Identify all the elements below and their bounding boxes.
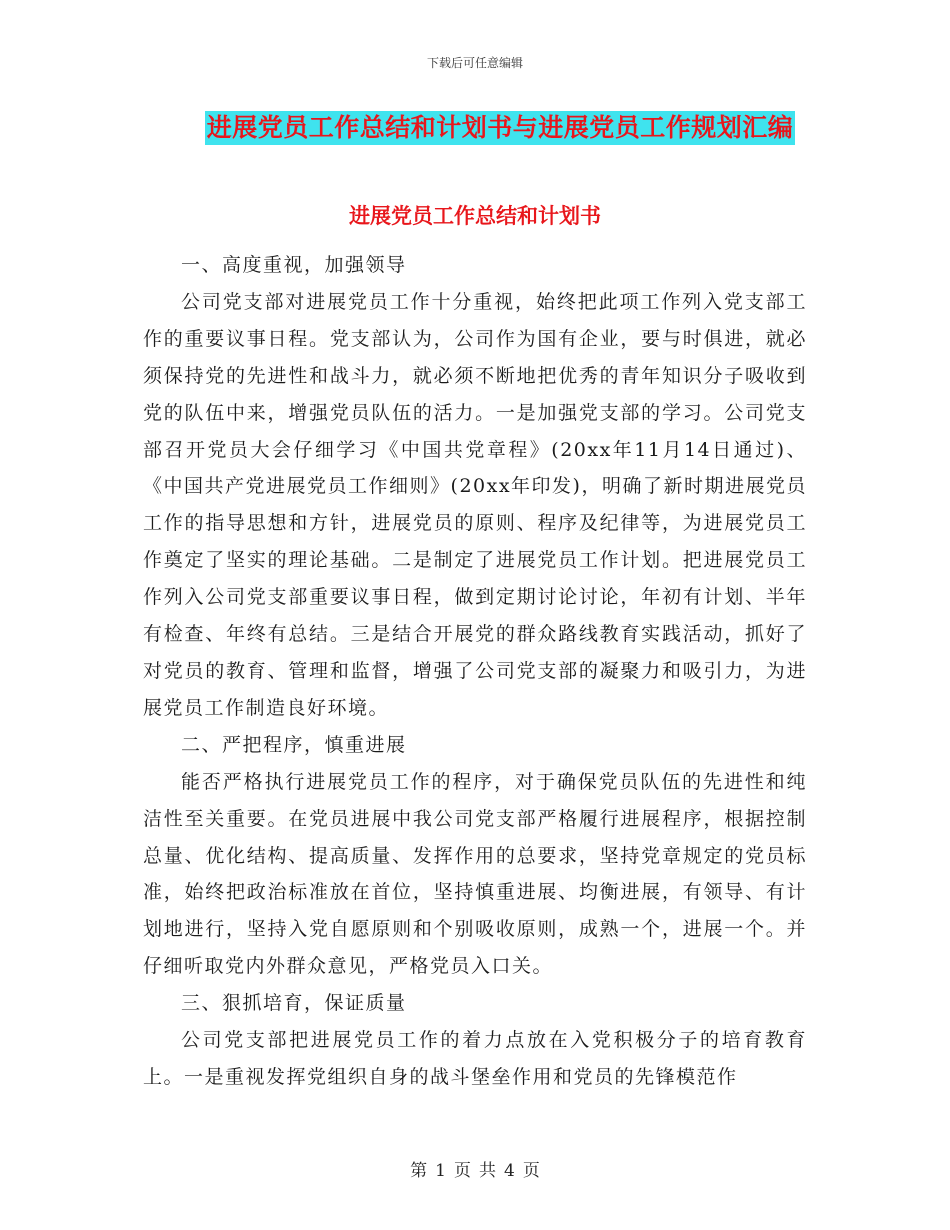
- document-title-container: [0, 111, 950, 145]
- footer-label-di: 第: [410, 1161, 428, 1181]
- heading-3: 三、狠抓培育，保证质量: [181, 992, 407, 1015]
- section-title: 进展党员工作总结和计划书: [349, 203, 601, 228]
- paragraph-3: 公司党支部把进展党员工作的着力点放在入党积极分子的培育教育上。一是重视发挥党组织自身的战斗堡垒作用和党员的先锋模范作: [143, 1029, 807, 1088]
- header-note: 下载后可任意编辑: [426, 56, 523, 70]
- footer-label-ye-2: 页: [522, 1161, 540, 1181]
- footer-page-number: 1: [435, 1161, 446, 1181]
- document-title: 进展党员工作总结和计划书与进展党员工作规划汇编: [205, 111, 796, 145]
- heading-1: 一、高度重视，加强领导: [181, 254, 407, 276]
- paragraph-1: 公司党支部对进展党员工作十分重视，始终把此项工作列入党支部工作的重要议事日程。党支部认为，公司作为国有企业，要与时俱进，就必须保持党的先进性和战斗力，就必须不断地把优秀的青年知识分子吸收到党的队伍中来，增强党员队伍的活力。一是加强党支部的学习。公司党支部召开党员大会仔细学习《中国共党章程》(20xx年11月14日通过)、《中国共产党进展党员工作细则》(20xx年印发)，明确了新时期进展党员工作的指导思想和方针，进展党员的原则、程序及纪律等，为进展党员工作奠定了坚实的理论基础。二是制定了进展党员工作计划。把进展党员工作列入公司党支部重要议事日程，做到定期讨论讨论，年初有计划、半年有检查、年终有总结。三是结合开展党的群众路线教育实践活动，抓好了对党员的教育、管理和监督，增强了公司党支部的凝聚力和吸引力，为进展党员工作制造良好环境。: [143, 290, 807, 719]
- document-body: [143, 247, 807, 1096]
- footer-label-ye: 页: [454, 1161, 471, 1181]
- paragraph-2: 能否严格执行进展党员工作的程序，对于确保党员队伍的先进性和纯洁性至关重要。在党员进展中我公司党支部严格履行进展程序，根据控制总量、优化结构、提高质量、发挥作用的总要求，坚持党章规定的党员标准，始终把政治标准放在首位，坚持慎重进展、均衡进展，有领导、有计划地进行，坚持入党自愿原则和个别吸收原则，成熟一个，进展一个。并仔细听取党内外群众意见，严格党员入口关。: [143, 770, 807, 978]
- footer-total-pages: 4: [504, 1161, 515, 1181]
- heading-2: 二、严把程序，慎重进展: [181, 733, 407, 756]
- page-footer: [0, 1156, 950, 1181]
- footer-label-gong: 共: [479, 1161, 496, 1181]
